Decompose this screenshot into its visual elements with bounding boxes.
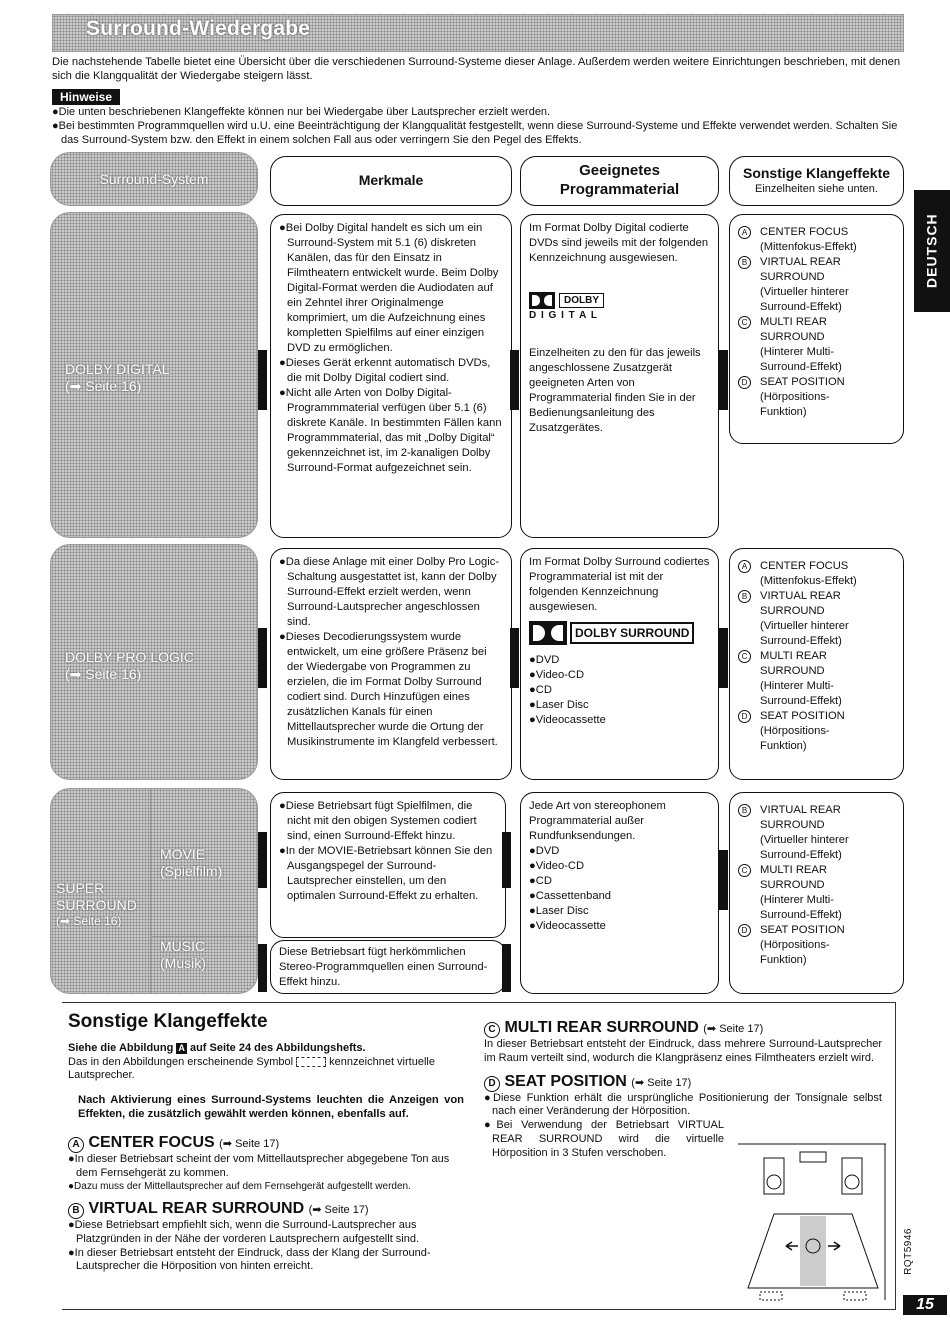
effect-line: SURROUND [760, 665, 825, 677]
programm-item: ●CD [529, 684, 552, 696]
effect-line: SEAT POSITION [760, 924, 845, 936]
virtual-rear-key: B [68, 1203, 84, 1219]
effect-line: (Hörpositions- [760, 939, 830, 951]
effect-item [738, 225, 895, 255]
header-programmaterial: Geeignetes Programmaterial [520, 156, 719, 206]
seat-position-diagram [738, 1142, 886, 1302]
effect-key-icon: C [738, 316, 751, 329]
row-marker [258, 628, 267, 688]
effect-line: VIRTUAL REAR [760, 590, 841, 602]
effect-line: (Mittenfokus-Effekt) [760, 575, 857, 587]
header-sonstige: Sonstige Klangeffekte Einzelheiten siehe unten. [729, 156, 904, 206]
effect-item [738, 863, 895, 923]
effect-line: VIRTUAL REAR [760, 804, 841, 816]
dolby-surround-logo: DOLBY SURROUND [529, 621, 710, 645]
sonstige-note: Nach Aktivierung eines Surround-Systems leuchten die Anzeigen von Effekten, die zusätzlich gewählt werden können, ebenfalls auf. [78, 1094, 464, 1120]
virtual-rear-section: B VIRTUAL REAR SURROUND (➡ Seite 17) ●Diese Betriebsart empfiehlt sich, wenn die Surround-Lautsprecher aus Platzgründen in der Nähe der vorderen Lautsprechern aufgestellt sind. ●In dieser Betriebsart entsteht der Eindruck, dass der Klang der Surround-Lautsprecher die Hörposition von hinten erreicht. [68, 1200, 431, 1273]
effect-line: MULTI REAR [760, 650, 827, 662]
effect-line: MULTI REAR [760, 316, 827, 328]
row-marker [258, 832, 267, 888]
super-surround-label: SUPER SURROUND (➡ Seite 16) [56, 880, 137, 928]
effect-item [738, 649, 895, 709]
effect-line: (Hörpositions- [760, 391, 830, 403]
effect-key-icon: B [738, 804, 751, 817]
system-dolby-digital: DOLBY DIGITAL (➡ Seite 16) [50, 212, 258, 538]
effect-key-icon: B [738, 256, 751, 269]
abbildung-badge: A [178, 1042, 185, 1053]
merkmale-dolby-digital: ●Bei Dolby Digital handelt es sich um ein Surround-System mit 5.1 (6) diskreten Kanälen, das für den Einsatz in Filmtheatern entwickelt wurde. Beim Dolby Digital-Format werden die Audiodaten auf ein Zehntel ihrer Originalmenge komprimiert, um die Aufzeichnung eines kompletten Spielfilms auf einer einzigen DVD zu ermöglichen. ●Dieses Gerät erkennt automatisch DVDs, die mit Dolby Digital codiert sind. ●Nicht alle Arten von Dolby Digital-Programmmaterial verfügen über 5.1 (6) diskrete Kanäle. In bestimmten Fällen kann Programmmaterial, das mit „Dolby Digital“ gekennzeichnet ist, im 2-kanaligen Dolby Surround-Format aufgezeichnet sein. [270, 214, 512, 538]
effect-key-icon: C [738, 864, 751, 877]
hinweise-label: Hinweise [52, 89, 120, 105]
programm-dolby-digital: Im Format Dolby Digital codierte DVDs sind jeweils mit der folgenden Kennzeichnung ausgewiesen. DOLBY D I G I T A L Einzelheiten zu den für das jeweils angeschlossene Zusatzgerät geeigneten Arten von Programmaterial finden Sie in der Bedienungsanleitung des Zusatzgerätes. [520, 214, 719, 538]
effect-line: SURROUND [760, 819, 825, 831]
effect-line: VIRTUAL REAR [760, 256, 841, 268]
row-marker [510, 350, 519, 410]
sonstige-left [68, 1010, 464, 1274]
center-focus-key: A [68, 1137, 84, 1153]
programm-item: ●DVD [529, 845, 560, 857]
programm-super-surround: Jede Art von stereophonem Programmaterial außer Rundfunksendungen. ●DVD ●Video-CD ●CD ●Cassettenband ●Laser Disc ●Videocassette [520, 792, 719, 994]
effect-line: CENTER FOCUS [760, 226, 849, 238]
virtual-speaker-icon [296, 1057, 326, 1067]
row-marker [719, 850, 728, 910]
programm-item: ●Video-CD [529, 669, 585, 681]
effect-item [738, 255, 895, 315]
multi-rear-section: C MULTI REAR SURROUND (➡ Seite 17) In dieser Betriebsart entsteht der Eindruck, dass mehrere Surround-Lautsprecher im Raum verteilt sind, wodurch die Klangpräsenz eines Filmtheaters erzielt wird. [484, 1019, 882, 1064]
multi-rear-key: C [484, 1022, 500, 1038]
hinweise-list [52, 106, 910, 147]
effect-key-icon: A [738, 560, 751, 573]
effect-line: SEAT POSITION [760, 376, 845, 388]
effect-line: (Hörpositions- [760, 725, 830, 737]
header-surround-system: Surround-System [50, 152, 258, 206]
effect-item [738, 709, 895, 754]
seat-position-key: D [484, 1076, 500, 1092]
effect-line: SEAT POSITION [760, 710, 845, 722]
sonstige-right [484, 1018, 882, 1160]
hinweise-item: ●Bei bestimmten Programmquellen wird u.U. eine Beeinträchtigung der Klangqualität festgestellt, wenn diese Surround-Systeme und Effekte verwendet werden. Schalten Sie das Surround-System bzw. den Effekt in einem solchen Fall aus oder verringern Sie den Pegel des Effekts. [52, 119, 898, 146]
effect-line: SURROUND [760, 271, 825, 283]
effect-key-icon: A [738, 226, 751, 239]
dolby-dd-icon [529, 621, 567, 645]
merkmale-music: Diese Betriebsart fügt herkömmlichen Stereo-Programmquellen einen Surround-Effekt hinzu. [270, 940, 506, 994]
effects-super-surround [729, 792, 904, 994]
effect-line: (Hinterer Multi- [760, 894, 834, 906]
programm-item: ●Video-CD [529, 860, 585, 872]
effect-line: (Virtueller hinterer [760, 834, 849, 846]
center-focus-section: A CENTER FOCUS (➡ Seite 17) ●In dieser Betriebsart scheint der vom Mittellautsprecher abgegebene Ton aus dem Fernsehgerät zu kommen. ●Dazu muss der Mittellautsprecher auf dem Fernsehgerät aufgestellt werden. [68, 1134, 450, 1192]
effect-line: SURROUND [760, 605, 825, 617]
effect-line: SURROUND [760, 331, 825, 343]
row-marker [510, 628, 519, 688]
hinweise-item: ●Die unten beschriebenen Klangeffekte können nur bei Wiedergabe über Lautsprecher erzielt werden. [52, 106, 551, 118]
effect-line: (Virtueller hinterer [760, 620, 849, 632]
effects-pro-logic [729, 548, 904, 780]
music-label: MUSIC (Musik) [160, 938, 206, 971]
seat-position-section: D SEAT POSITION (➡ Seite 17) ●Diese Funktion erhält die ursprüngliche Positionierung der Tonsignale selbst nach einer Veränderung der Hörposition. ●Bei Verwendung der Betriebsart VIRTUAL REAR SURROUND wird die virtuelle Hörposition in 3 Stufen verschoben. [484, 1072, 882, 1159]
programm-item: ●Cassettenband [529, 890, 612, 902]
effect-line: Surround-Effekt) [760, 635, 842, 647]
document-code: RQT5946 [903, 1228, 914, 1275]
language-tab: DEUTSCH [914, 190, 950, 312]
symbol-explanation: Das in den Abbildungen erscheinende Symbol kennzeichnet virtuelle Lautsprecher. [68, 1055, 435, 1082]
effect-key-icon: C [738, 650, 751, 663]
page-number: 15 [903, 1295, 947, 1315]
effect-line: Funktion) [760, 954, 807, 966]
effect-item [738, 315, 895, 375]
effect-item [738, 803, 895, 863]
row-marker [719, 350, 728, 410]
effect-line: Funktion) [760, 740, 807, 752]
merkmale-pro-logic: ●Da diese Anlage mit einer Dolby Pro Logic-Schaltung ausgestattet ist, kann der Dolby Surround-Effekt erzielt werden, wenn Surround-Lautsprecher angeschlossen sind. ●Dieses Decodierungssystem wurde entwickelt, um eine größere Präsenz bei der Wiedergabe von Programmen zu erzielen, die im Format Dolby Surround codiert sind. Durch Hinzufügen eines zusätzlichen Kanals für einen Mittellautsprecher wurde die Ortung der Musikinstrumente im Klangfeld verbessert. [270, 548, 512, 780]
abbildung-ref: Siehe die Abbildung A auf Seite 24 des Abbildungshefts. [68, 1041, 366, 1054]
programm-item: ●CD [529, 875, 552, 887]
programm-item: ●DVD [529, 654, 560, 666]
row-marker [258, 944, 267, 992]
row-marker [502, 832, 511, 888]
effect-item [738, 559, 895, 589]
effect-line: (Mittenfokus-Effekt) [760, 241, 857, 253]
merkmale-movie: ●Diese Betriebsart fügt Spielfilmen, die nicht mit den obigen Systemen codiert sind, einen Surround-Effekt hinzu. ●In der MOVIE-Betriebsart können Sie den Ausgangspegel der Surround-Lautsprecher einstellen, um den optimalen Surround-Effekt zu erhalten. [270, 792, 506, 938]
programm-list [529, 653, 710, 728]
effect-line: Surround-Effekt) [760, 301, 842, 313]
effect-line: SURROUND [760, 879, 825, 891]
effect-key-icon: D [738, 710, 751, 723]
movie-label: MOVIE (Spielfilm) [160, 846, 223, 879]
row-marker [502, 944, 511, 992]
effect-line: Surround-Effekt) [760, 361, 842, 373]
effect-item [738, 375, 895, 420]
effect-key-icon: D [738, 924, 751, 937]
sonstige-title: Sonstige Klangeffekte [68, 1011, 268, 1032]
effect-line: (Hinterer Multi- [760, 346, 834, 358]
effect-line: (Hinterer Multi- [760, 680, 834, 692]
programm-pro-logic: Im Format Dolby Surround codiertes Programmaterial ist mit der folgenden Kennzeichnung ausgewiesen. DOLBY SURROUND ●DVD ●Video-CD ●CD ●Laser Disc ●Videocassette [520, 548, 719, 780]
effect-line: MULTI REAR [760, 864, 827, 876]
row-marker [258, 350, 267, 410]
effect-line: (Virtueller hinterer [760, 286, 849, 298]
effect-item [738, 923, 895, 968]
effect-line: Surround-Effekt) [760, 849, 842, 861]
effect-line: Surround-Effekt) [760, 695, 842, 707]
row-marker [719, 628, 728, 688]
programm-item: ●Videocassette [529, 714, 606, 726]
effect-line: Funktion) [760, 406, 807, 418]
programm-item: ●Videocassette [529, 920, 606, 932]
header-merkmale: Merkmale [270, 156, 512, 206]
intro-text: Die nachstehende Tabelle bietet eine Übersicht über die verschiedenen Surround-Systeme dieser Anlage. Außerdem werden weitere Einrichtungen beschrieben, mit denen sich die Klangqualität der Wiedergabe steigern lässt. [52, 56, 901, 82]
dolby-dd-icon [529, 292, 555, 309]
effects-dolby-digital [729, 214, 904, 444]
effect-line: Surround-Effekt) [760, 909, 842, 921]
effect-key-icon: D [738, 376, 751, 389]
programm-item: ●Laser Disc [529, 699, 589, 711]
programm-item: ●Laser Disc [529, 905, 589, 917]
page-title: Surround-Wiedergabe [86, 17, 311, 40]
programm-list [529, 844, 710, 934]
system-dolby-pro-logic: DOLBY PRO LOGIC (➡ Seite 16) [50, 544, 258, 780]
effect-key-icon: B [738, 590, 751, 603]
dolby-digital-logo: DOLBY [529, 292, 710, 309]
effect-line: CENTER FOCUS [760, 560, 849, 572]
effect-item [738, 589, 895, 649]
